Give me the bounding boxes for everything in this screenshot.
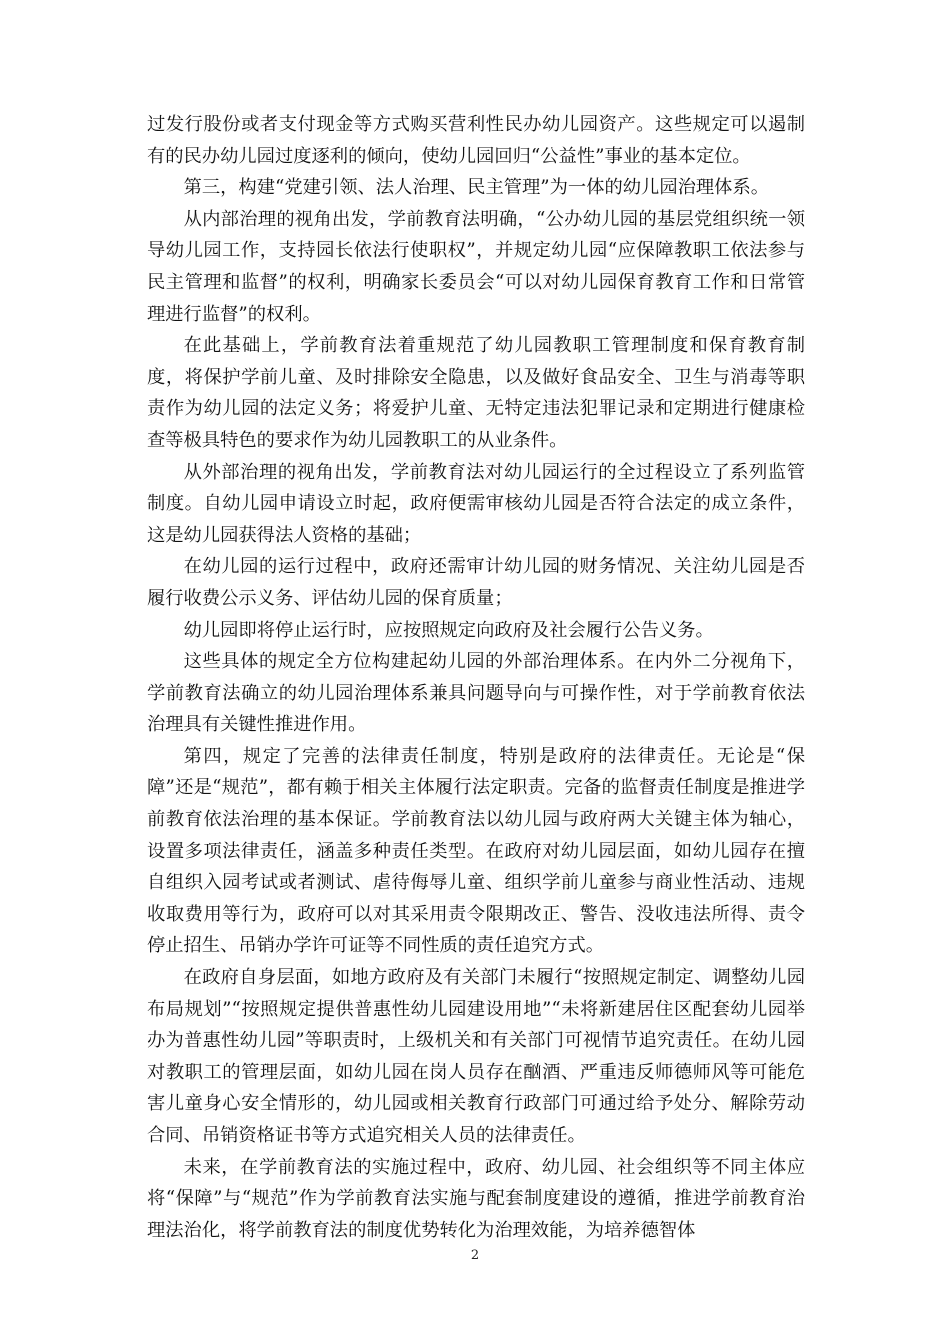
paragraph-external-governance: 从外部治理的视角出发，学前教育法对幼儿园运行的全过程设立了系列监管制度。自幼儿园申请设立时起，政府便需审核幼儿园是否符合法定的成立条件，这是幼儿园获得法人资格的基础； [147, 461, 805, 546]
paragraph-closure: 幼儿园即将停止运行时，应按照规定向政府及社会履行公告义务。 [183, 619, 714, 641]
paragraph-future: 未来，在学前教育法的实施过程中，政府、幼儿园、社会组织等不同主体应将“保障”与“规范”作为学前教育法实施与配套制度建设的遵循，推进学前教育治理法治化，将学前教育法的制度优势转化为治理效能，为培养德智体 [147, 1156, 805, 1241]
paragraph-operation-process: 在幼儿园的运行过程中，政府还需审计幼儿园的财务情况、关注幼儿园是否履行收费公示义务、评估幼儿园的保育质量； [147, 556, 805, 609]
paragraph-third-point: 第三，构建“党建引领、法人治理、民主管理”为一体的幼儿园治理体系。 [183, 177, 770, 199]
paragraph-governance-summary: 这些具体的规定全方位构建起幼儿园的外部治理体系。在内外二分视角下，学前教育法确立的幼儿园治理体系兼具问题导向与可操作性，对于学前教育依法治理具有关键性推进作用。 [147, 651, 805, 736]
page-number: 2 [470, 1248, 480, 1263]
paragraph-government-liability: 在政府自身层面，如地方政府及有关部门未履行“按照规定制定、调整幼儿园布局规划”“按照规定提供普惠性幼儿园建设用地”“未将新建居住区配套幼儿园举办为普惠性幼儿园”等职责时，上级机关和有关部门可视情节追究责任。在幼儿园对教职工的管理层面，如幼儿园在岗人员存在酗酒、严重违反师德师风等可能危害儿童身心安全情形的，幼儿园或相关教育行政部门可通过给予处分、解除劳动合同、吊销资格证书等方式追究相关人员的法律责任。 [147, 967, 805, 1146]
paragraph-staff-management: 在此基础上，学前教育法着重规范了幼儿园教职工管理制度和保育教育制度，将保护学前儿童、及时排除安全隐患，以及做好食品安全、卫生与消毒等职责作为幼儿园的法定义务；将爱护儿童、无特定违法犯罪记录和定期进行健康检查等极具特色的要求作为幼儿园教职工的从业条件。 [147, 335, 805, 451]
paragraph-continued: 过发行股份或者支付现金等方式购买营利性民办幼儿园资产。这些规定可以遏制有的民办幼儿园过度逐利的倾向，使幼儿园回归“公益性”事业的基本定位。 [147, 114, 805, 167]
paragraph-fourth-point: 第四，规定了完善的法律责任制度，特别是政府的法律责任。无论是“保障”还是“规范”，都有赖于相关主体履行法定职责。完备的监督责任制度是推进学前教育依法治理的基本保证。学前教育法以幼儿园与政府两大关键主体为轴心，设置多项法律责任，涵盖多种责任类型。在政府对幼儿园层面，如幼儿园存在擅自组织入园考试或者测试、虐待侮辱儿童、组织学前儿童参与商业性活动、违规收取费用等行为，政府可以对其采用责令限期改正、警告、没收违法所得、责令停止招生、吊销办学许可证等不同性质的责任追究方式。 [147, 745, 805, 957]
document-body [147, 109, 805, 1246]
paragraph-internal-governance: 从内部治理的视角出发，学前教育法明确，“公办幼儿园的基层党组织统一领导幼儿园工作，支持园长依法行使职权”，并规定幼儿园“应保障教职工依法参与民主管理和监督”的权利，明确家长委员会“可以对幼儿园保育教育工作和日常管理进行监督”的权利。 [147, 208, 805, 325]
